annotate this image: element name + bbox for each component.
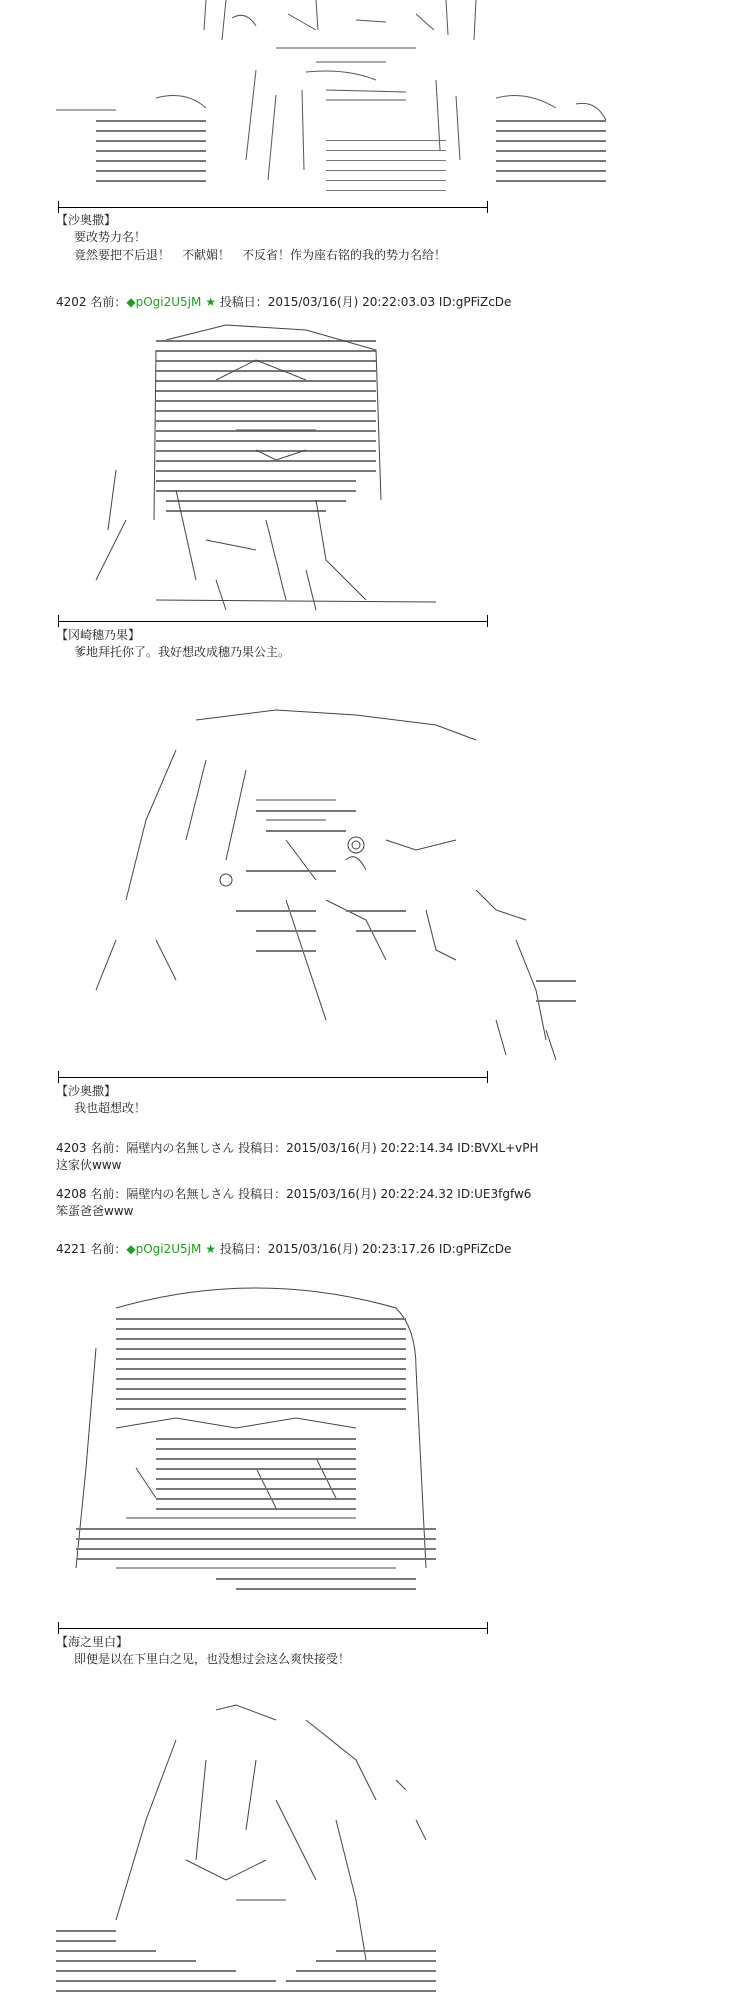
- post-body-4208: 笨蛋爸爸www: [56, 1204, 134, 1218]
- post-header-4221: [56, 1241, 511, 1257]
- post-header-4202: [56, 294, 511, 310]
- rule-tick-right: [487, 1071, 488, 1083]
- dialogue-line: 爹地拜托你了。我好想改成穗乃果公主。: [74, 645, 291, 659]
- dialogue-line: 我也超想改！: [74, 1101, 147, 1115]
- ascii-art-satoshiro: [56, 1268, 496, 1616]
- separator-rule: [58, 1077, 488, 1078]
- star-icon: ★: [205, 295, 216, 309]
- post-date-id: 投稿日：2015/03/16(月) 20:23:17.26 ID:gPFiZcDe: [219, 1242, 512, 1256]
- speaker-name: 【沙奥撒】: [56, 213, 117, 227]
- separator-rule: [58, 1628, 488, 1629]
- rule-tick-left: [58, 1622, 59, 1634]
- separator-rule: [58, 207, 488, 208]
- dialogue-line: 竟然要把不后退！ 不献媚！ 不反省！作为座右铭的我的势力名给！: [74, 248, 447, 262]
- speaker-name: 【海之里白】: [56, 1635, 129, 1649]
- speaker-name: 【沙奥撒】: [56, 1084, 117, 1098]
- ascii-art-battle: [56, 700, 576, 1075]
- ascii-art-top: [56, 0, 616, 205]
- post-number[interactable]: 4221: [56, 1242, 87, 1256]
- author-trip[interactable]: ◆pOgi2U5jM: [126, 1242, 202, 1256]
- dialogue-line: 即便是以在下里白之见，也没想过会这么爽快接受！: [74, 1652, 351, 1666]
- speaker-name: 【冈崎穗乃果】: [56, 628, 141, 642]
- ascii-art-bottom: [56, 1700, 496, 2000]
- rule-tick-right: [487, 615, 488, 627]
- separator-rule: [58, 621, 488, 622]
- name-label: 名前：: [90, 295, 127, 309]
- ascii-art-honoka: [56, 320, 496, 620]
- post-date-id: 投稿日：2015/03/16(月) 20:22:03.03 ID:gPFiZcDe: [219, 295, 512, 309]
- rule-tick-left: [58, 1071, 59, 1083]
- rule-tick-right: [487, 201, 488, 213]
- rule-tick-right: [487, 1622, 488, 1634]
- name-label: 名前：: [90, 1242, 127, 1256]
- rule-tick-left: [58, 615, 59, 627]
- post-number[interactable]: 4202: [56, 295, 87, 309]
- star-icon: ★: [205, 1242, 216, 1256]
- post-header-4208: 4208 名前：隔壁内の名無しさん 投稿日：2015/03/16(月) 20:22:24.32 ID:UE3fgfw6: [56, 1187, 532, 1201]
- post-header-4203: 4203 名前：隔壁内の名無しさん 投稿日：2015/03/16(月) 20:22:14.34 ID:BVXL+vPH: [56, 1141, 539, 1155]
- dialogue-line: 要改势力名！: [74, 230, 147, 244]
- post-body-4203: 这家伙www: [56, 1158, 122, 1172]
- author-trip[interactable]: ◆pOgi2U5jM: [126, 295, 202, 309]
